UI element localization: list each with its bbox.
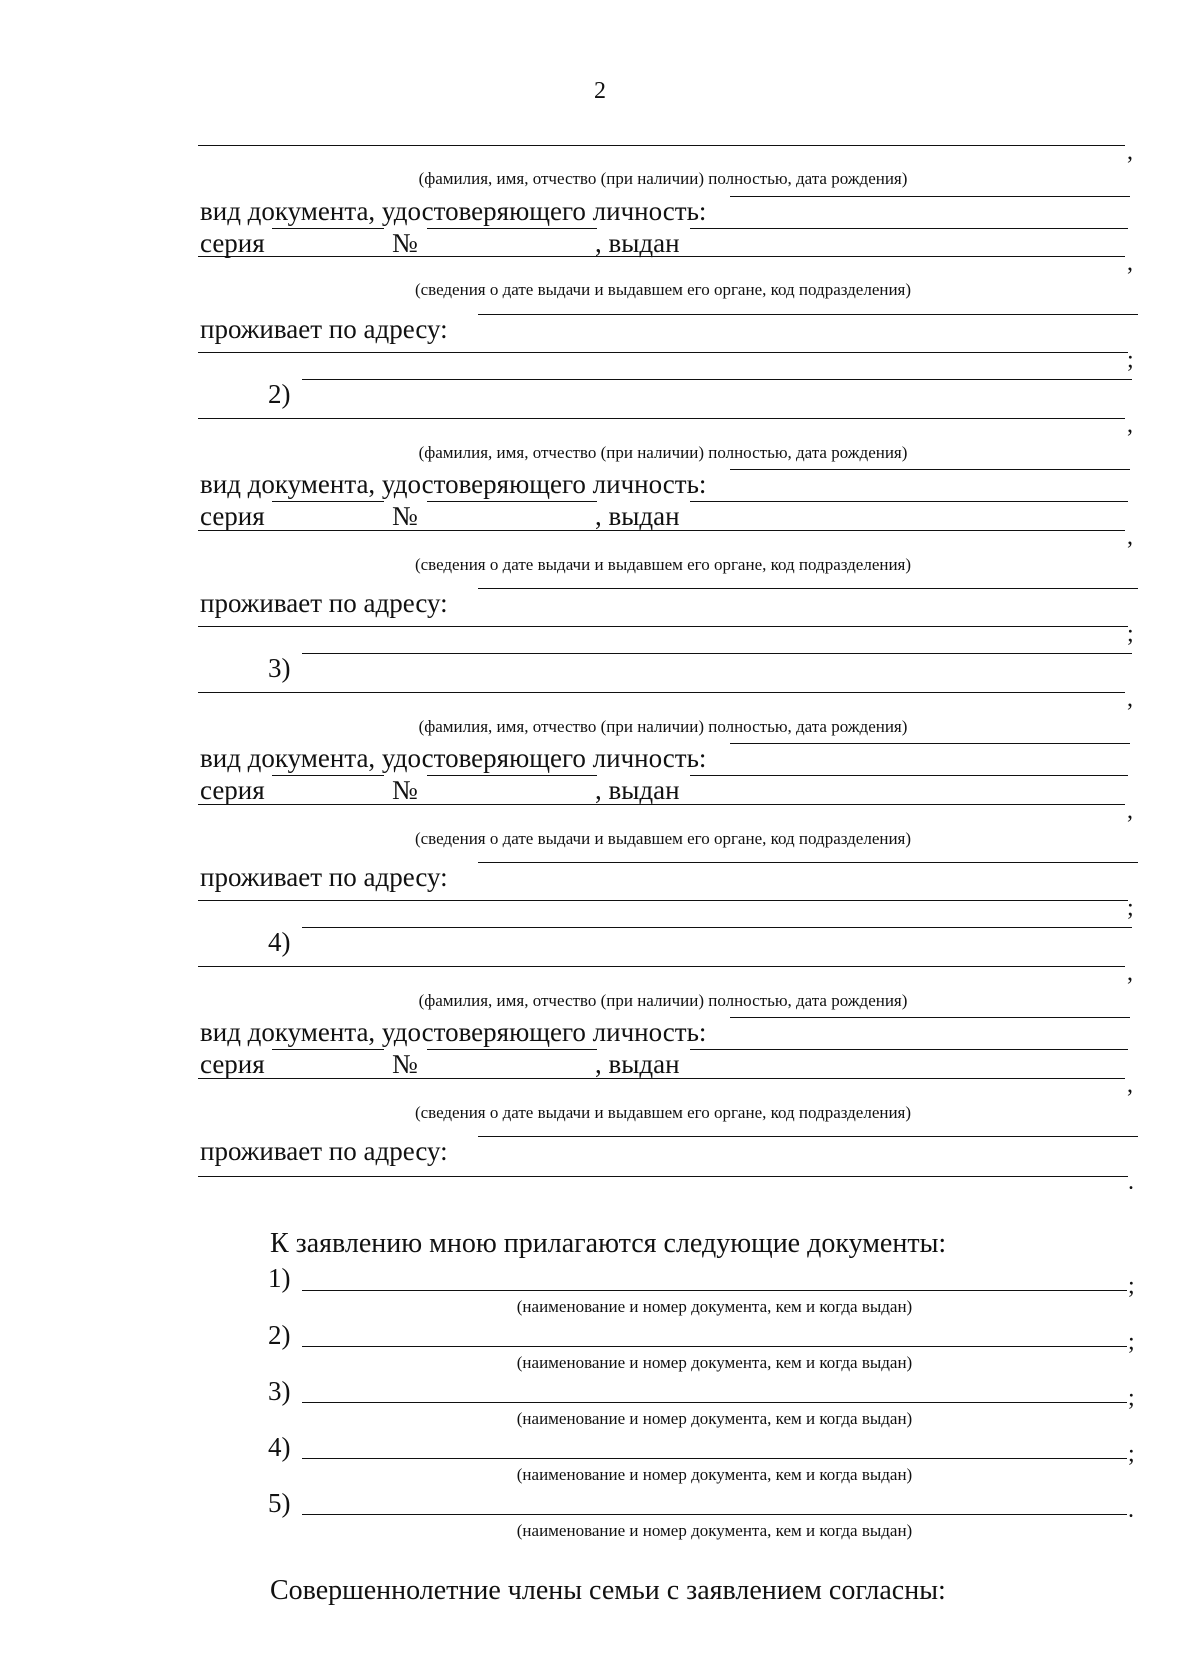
doc-type-label: вид документа, удостоверяющего личность:	[200, 743, 707, 773]
member-name-field[interactable]	[302, 653, 1132, 654]
address-field-2[interactable]	[198, 626, 1128, 627]
issue-info-field[interactable]	[198, 256, 1125, 257]
attachment-end: ;	[1128, 1385, 1135, 1411]
doc-type-field[interactable]	[730, 1017, 1130, 1018]
attachment-number: 2)	[268, 1320, 291, 1350]
number-field[interactable]	[427, 501, 597, 502]
issue-caption: (сведения о дате выдачи и выдавшем его органе, код подразделения)	[414, 280, 912, 299]
attachment-caption: (наименование и номер документа, кем и когда выдан)	[516, 1297, 913, 1316]
attachment-field[interactable]	[302, 1514, 1127, 1515]
issue-caption: (сведения о дате выдачи и выдавшем его органе, код подразделения)	[414, 555, 912, 574]
doc-type-label: вид документа, удостоверяющего личность:	[200, 1017, 707, 1047]
issue-info-field[interactable]	[198, 1078, 1125, 1079]
attachment-field[interactable]	[302, 1346, 1127, 1347]
issued-label: , выдан	[595, 775, 680, 805]
semicolon: ;	[1127, 347, 1134, 373]
member-number: 2)	[268, 379, 291, 409]
fio-caption: (фамилия, имя, отчество (при наличии) полностью, дата рождения)	[418, 443, 908, 462]
series-field[interactable]	[272, 1049, 384, 1050]
issued-label: , выдан	[595, 1049, 680, 1079]
address-field[interactable]	[478, 314, 1138, 315]
issued-field[interactable]	[690, 1049, 1128, 1050]
address-label: проживает по адресу:	[200, 588, 448, 618]
attachments-heading: К заявлению мною прилагаются следующие документы:	[270, 1228, 947, 1259]
number-sign: №	[392, 775, 418, 805]
address-field-2[interactable]	[198, 900, 1128, 901]
fio-field[interactable]	[198, 145, 1125, 146]
fio-caption: (фамилия, имя, отчество (при наличии) полностью, дата рождения)	[418, 717, 908, 736]
series-label: серия	[200, 501, 265, 531]
series-label: серия	[200, 228, 265, 258]
comma: ,	[1127, 139, 1133, 165]
doc-type-field[interactable]	[730, 743, 1130, 744]
series-field[interactable]	[272, 775, 384, 776]
attachment-caption: (наименование и номер документа, кем и когда выдан)	[516, 1409, 913, 1428]
series-field[interactable]	[272, 228, 384, 229]
address-field-2[interactable]	[198, 1176, 1128, 1177]
number-field[interactable]	[427, 1049, 597, 1050]
page-number: 2	[594, 78, 606, 104]
series-label: серия	[200, 775, 265, 805]
attachment-number: 3)	[268, 1376, 291, 1406]
attachment-field[interactable]	[302, 1290, 1127, 1291]
semicolon: ;	[1127, 895, 1134, 921]
attachment-end: ;	[1128, 1329, 1135, 1355]
fio-caption: (фамилия, имя, отчество (при наличии) полностью, дата рождения)	[418, 169, 908, 188]
issue-caption: (сведения о дате выдачи и выдавшем его органе, код подразделения)	[414, 829, 912, 848]
issue-info-field[interactable]	[198, 804, 1125, 805]
address-field[interactable]	[478, 862, 1138, 863]
doc-type-label: вид документа, удостоверяющего личность:	[200, 469, 707, 499]
member-name-field[interactable]	[302, 379, 1132, 380]
period: .	[1128, 1169, 1134, 1195]
issued-field[interactable]	[690, 501, 1128, 502]
issued-label: , выдан	[595, 228, 680, 258]
comma: ,	[1127, 1072, 1133, 1098]
comma: ,	[1127, 960, 1133, 986]
attachment-number: 5)	[268, 1488, 291, 1518]
issue-caption: (сведения о дате выдачи и выдавшем его органе, код подразделения)	[414, 1103, 912, 1122]
address-label: проживает по адресу:	[200, 1136, 448, 1166]
attachment-caption: (наименование и номер документа, кем и когда выдан)	[516, 1353, 913, 1372]
fio-field[interactable]	[198, 966, 1125, 967]
number-sign: №	[392, 501, 418, 531]
number-sign: №	[392, 1049, 418, 1079]
member-number: 3)	[268, 653, 291, 683]
semicolon: ;	[1127, 621, 1134, 647]
series-label: серия	[200, 1049, 265, 1079]
attachment-number: 4)	[268, 1432, 291, 1462]
address-field-2[interactable]	[198, 352, 1128, 353]
fio-field[interactable]	[198, 418, 1125, 419]
number-sign: №	[392, 228, 418, 258]
issued-field[interactable]	[690, 775, 1128, 776]
comma: ,	[1127, 686, 1133, 712]
family-consent-text: Совершеннолетние члены семьи с заявлением согласны:	[270, 1575, 946, 1606]
comma: ,	[1127, 412, 1133, 438]
attachment-caption: (наименование и номер документа, кем и когда выдан)	[516, 1521, 913, 1540]
attachment-caption: (наименование и номер документа, кем и когда выдан)	[516, 1465, 913, 1484]
address-field[interactable]	[478, 588, 1138, 589]
member-number: 4)	[268, 927, 291, 957]
address-field[interactable]	[478, 1136, 1138, 1137]
attachment-end: ;	[1128, 1441, 1135, 1467]
doc-type-field[interactable]	[730, 469, 1130, 470]
issue-info-field[interactable]	[198, 530, 1125, 531]
member-name-field[interactable]	[302, 927, 1132, 928]
number-field[interactable]	[427, 775, 597, 776]
comma: ,	[1127, 524, 1133, 550]
series-field[interactable]	[272, 501, 384, 502]
number-field[interactable]	[427, 228, 597, 229]
doc-type-label: вид документа, удостоверяющего личность:	[200, 196, 707, 226]
attachment-field[interactable]	[302, 1458, 1127, 1459]
issued-label: , выдан	[595, 501, 680, 531]
address-label: проживает по адресу:	[200, 862, 448, 892]
doc-type-field[interactable]	[730, 196, 1130, 197]
comma: ,	[1127, 250, 1133, 276]
issued-field[interactable]	[690, 228, 1128, 229]
fio-caption: (фамилия, имя, отчество (при наличии) полностью, дата рождения)	[418, 991, 908, 1010]
comma: ,	[1127, 798, 1133, 824]
attachment-field[interactable]	[302, 1402, 1127, 1403]
address-label: проживает по адресу:	[200, 314, 448, 344]
attachment-number: 1)	[268, 1263, 291, 1293]
attachment-end: ;	[1128, 1273, 1135, 1299]
fio-field[interactable]	[198, 692, 1125, 693]
attachment-end: .	[1128, 1497, 1134, 1523]
